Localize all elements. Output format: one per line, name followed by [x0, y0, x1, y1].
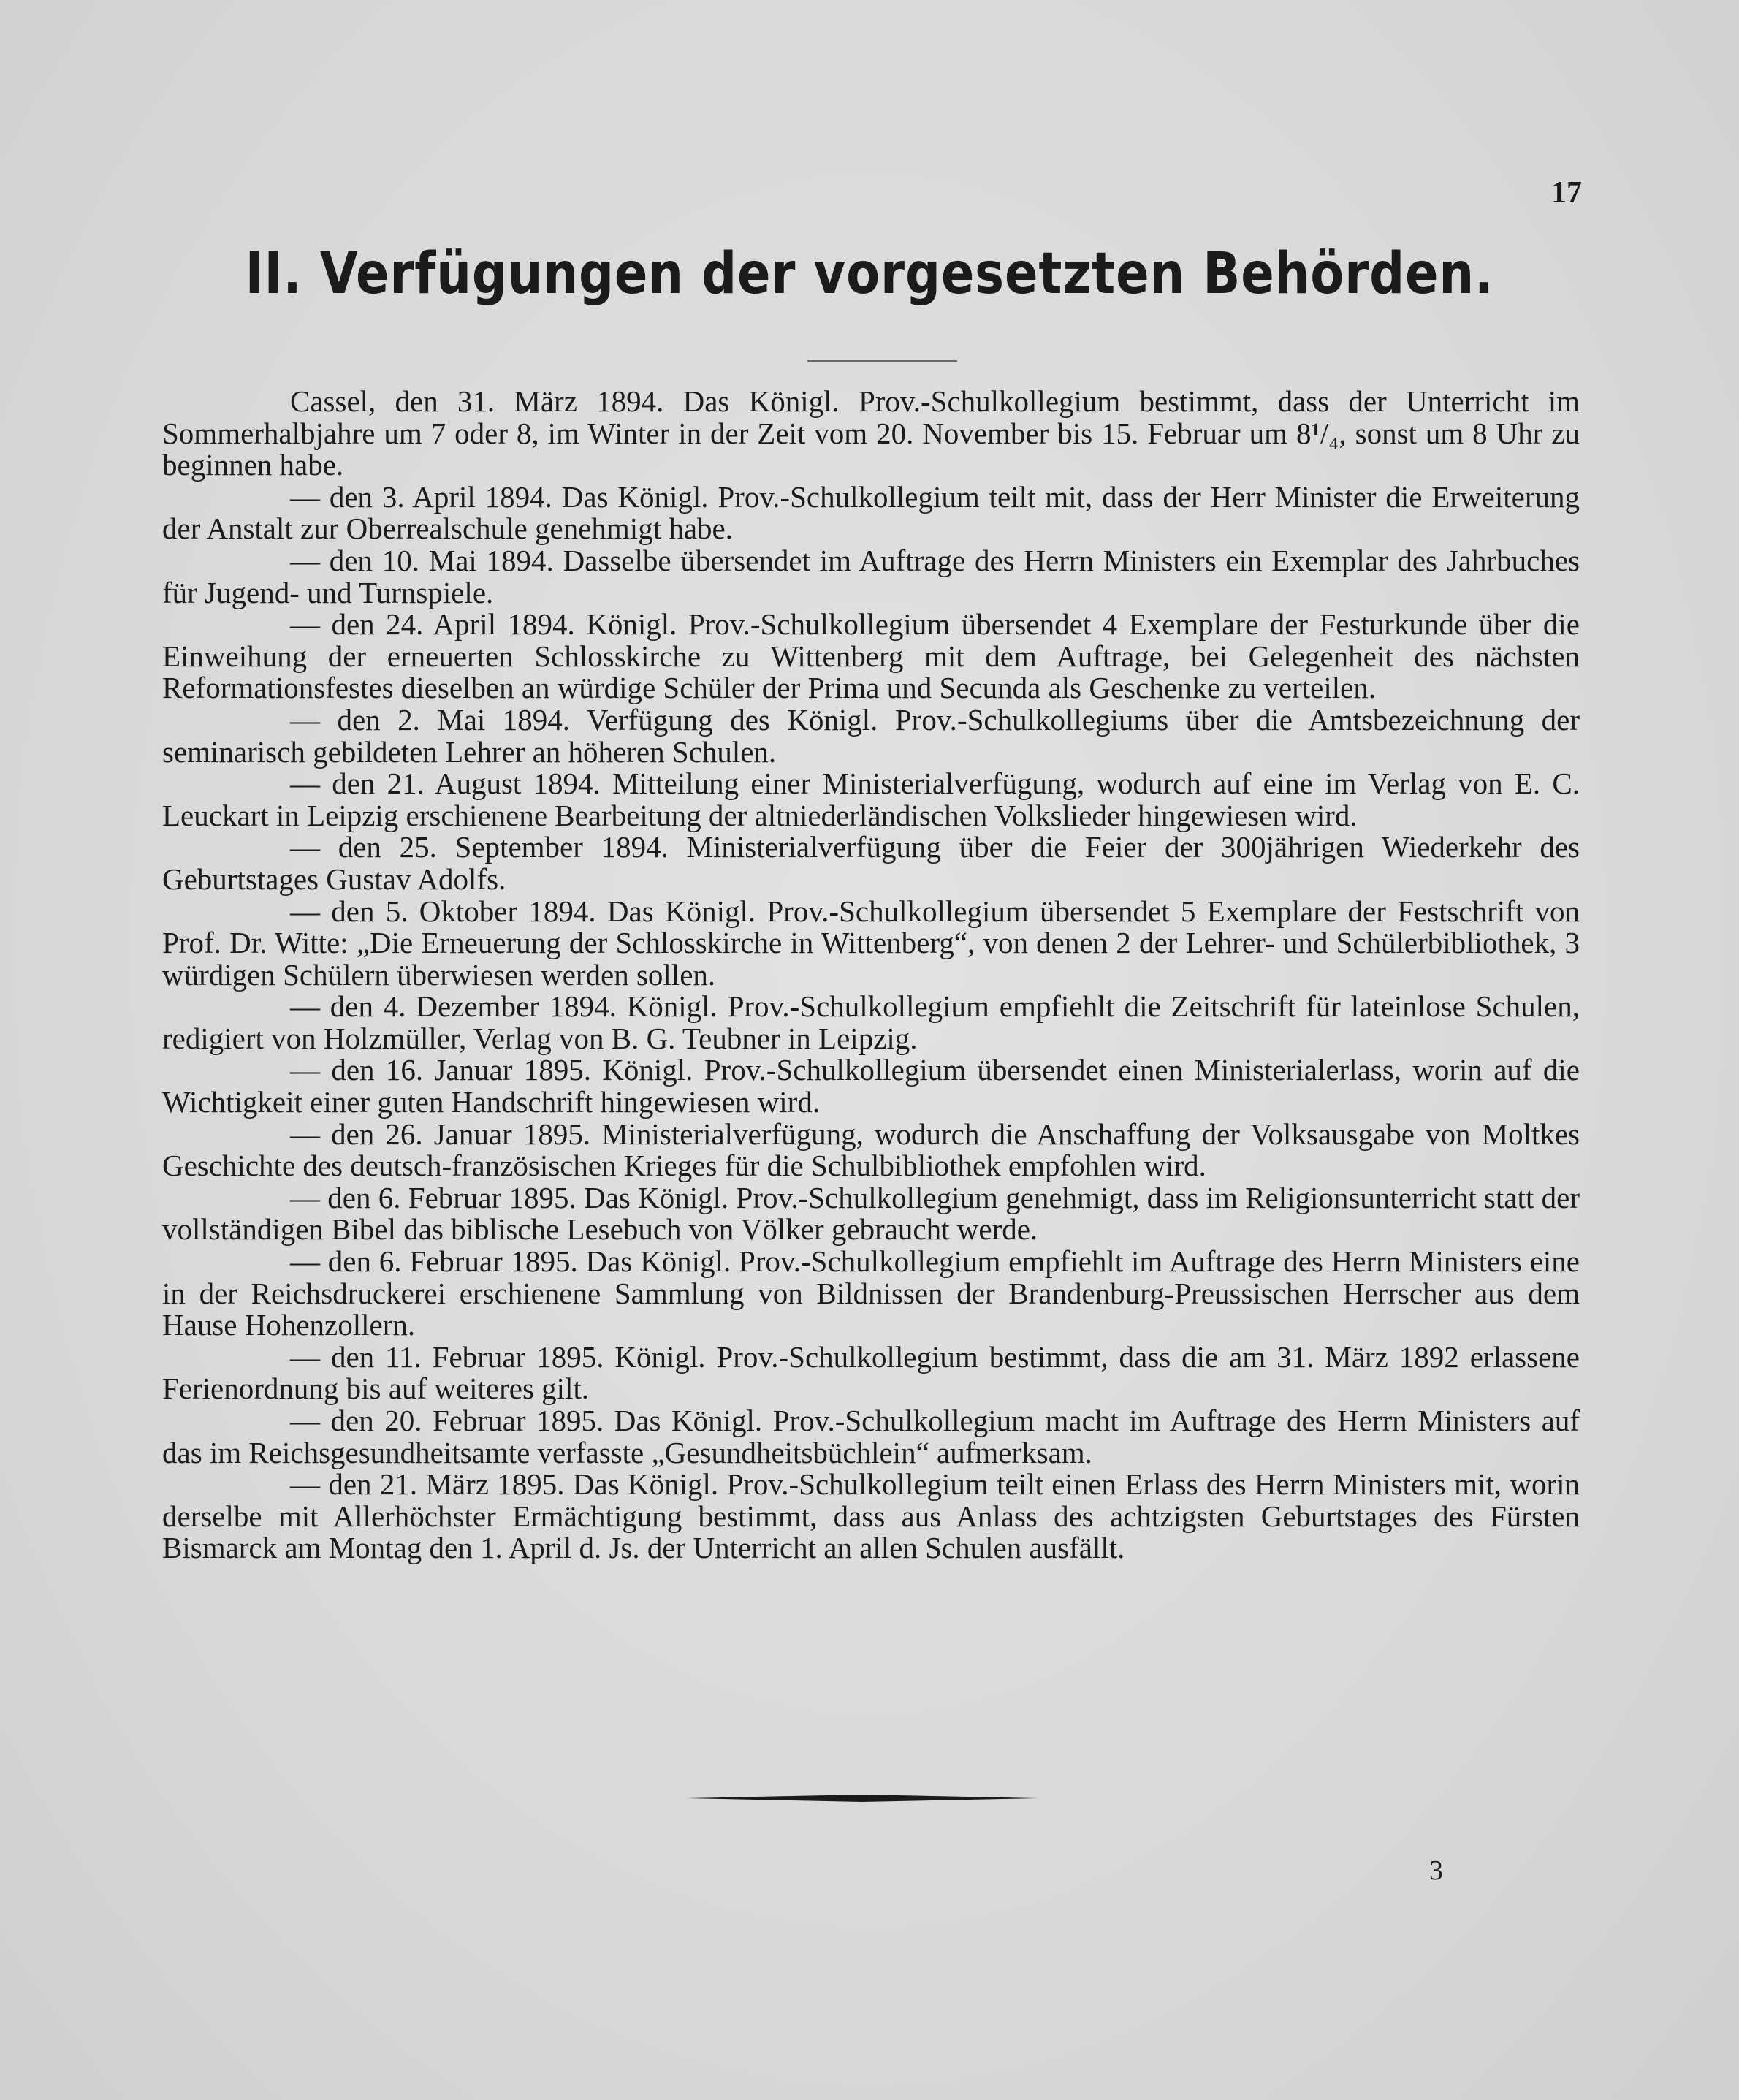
decree-entry: — den 21. August 1894. Mitteilung einer Ministerialverfügung, wodurch auf eine im Verlag von E. C. Leuckart in Leipzig erschienene Bearbeitung der altniederländischen Volkslieder hingewiesen wird. — [162, 766, 1580, 832]
decree-entry: — den 3. April 1894. Das Königl. Prov.-Schulkollegium teilt mit, dass der Herr Minister die Erweiterung der Anstalt zur Oberrealschule genehmigt habe. — [162, 479, 1580, 546]
section-heading: II. Verfügungen der vorgesetzten Behörden. — [245, 241, 1494, 307]
decree-entry: — den 20. Februar 1895. Das Königl. Prov.-Schulkollegium macht im Auftrage des Herrn Ministers auf das im Reichsgesundheitsamte verfasste „Gesundheitsbüchlein“ aufmerksam. — [162, 1404, 1580, 1469]
end-ornament-rule — [687, 1794, 1038, 1803]
heading-divider — [807, 360, 957, 362]
decree-entry: — den 4. Dezember 1894. Königl. Prov.-Schulkollegium empfiehlt die Zeitschrift für lateinlose Schulen, redigiert von Holzmüller, Verlag von B. G. Teubner in Leipzig. — [162, 989, 1580, 1055]
decree-entry: — den 10. Mai 1894. Dasselbe übersendet im Auftrage des Herrn Ministers ein Exemplar des Jahrbuches für Jugend- und Turnspiele. — [162, 543, 1580, 609]
decree-list — [162, 386, 1580, 1564]
decree-entry: — den 21. März 1895. Das Königl. Prov.-Schulkollegium teilt einen Erlass des Herrn Ministers mit, worin derselbe mit Allerhöchster Ermächtigung bestimmt, dass aus Anlass des achtzigsten Geburtstages des Fürsten Bismarck am Montag den 1. April d. Js. der Unterricht an allen Schulen ausfällt. — [162, 1467, 1580, 1565]
decree-entry: — den 24. April 1894. Königl. Prov.-Schulkollegium übersendet 4 Exemplare der Festurkunde über die Einweihung der erneuerten Schlosskirche zu Wittenberg mit dem Auftrage, bei Gelegenheit des nächsten Reformationsfestes dieselben an würdige Schüler der Prima und Secunda als Geschenke zu verteilen. — [162, 607, 1580, 705]
decree-entry: — den 16. Januar 1895. Königl. Prov.-Schulkollegium übersendet einen Ministerialerlass, worin auf die Wichtigkeit einer guten Handschrift hingewiesen wird. — [162, 1053, 1580, 1119]
decree-entry: — den 5. Oktober 1894. Das Königl. Prov.-Schulkollegium übersendet 5 Exemplare der Festschrift von Prof. Dr. Witte: „Die Erneuerung der Schlosskirche in Wittenberg“, von denen 2 der Lehrer- und Schülerbibliothek, 3 würdigen Schülern überwiesen werden sollen. — [162, 894, 1580, 992]
decree-entry: — den 6. Februar 1895. Das Königl. Prov.-Schulkollegium genehmigt, dass im Religionsunterricht statt der vollständigen Bibel das biblische Lesebuch von Völker gebraucht werde. — [162, 1180, 1580, 1247]
printer-signature: 3 — [1429, 1855, 1443, 1886]
page-number: 17 — [1551, 176, 1582, 210]
decree-entry: Cassel, den 31. März 1894. Das Königl. Prov.-Schulkollegium bestimmt, dass der Unterricht im Sommerhalbjahre um 7 oder 8, im Winter in der Zeit vom 20. November bis 15. Februar um 8¹/₄, sonst um 8 Uhr zu beginnen habe. — [162, 384, 1580, 482]
decree-entry: — den 6. Februar 1895. Das Königl. Prov.-Schulkollegium empfiehlt im Auftrage des Herrn Ministers eine in der Reichsdruckerei erschienene Sammlung von Bildnissen der Brandenburg-Preussischen Herrscher aus dem Hause Hohenzollern. — [162, 1244, 1580, 1342]
decree-entry: — den 11. Februar 1895. Königl. Prov.-Schulkollegium bestimmt, dass die am 31. März 1892 erlassene Ferienordnung bis auf weiteres gilt. — [162, 1339, 1580, 1406]
decree-entry: — den 25. September 1894. Ministerialverfügung über die Feier der 300jährigen Wiederkehr des Geburtstages Gustav Adolfs. — [162, 830, 1580, 896]
decree-entry: — den 26. Januar 1895. Ministerialverfügung, wodurch die Anschaffung der Volksausgabe von Moltkes Geschichte des deutsch-französischen Krieges für die Schulbibliothek empfohlen wird. — [162, 1116, 1580, 1183]
decree-entry: — den 2. Mai 1894. Verfügung des Königl. Prov.-Schulkollegiums über die Amtsbezeichnung der seminarisch gebildeten Lehrer an höheren Schulen. — [162, 702, 1580, 769]
